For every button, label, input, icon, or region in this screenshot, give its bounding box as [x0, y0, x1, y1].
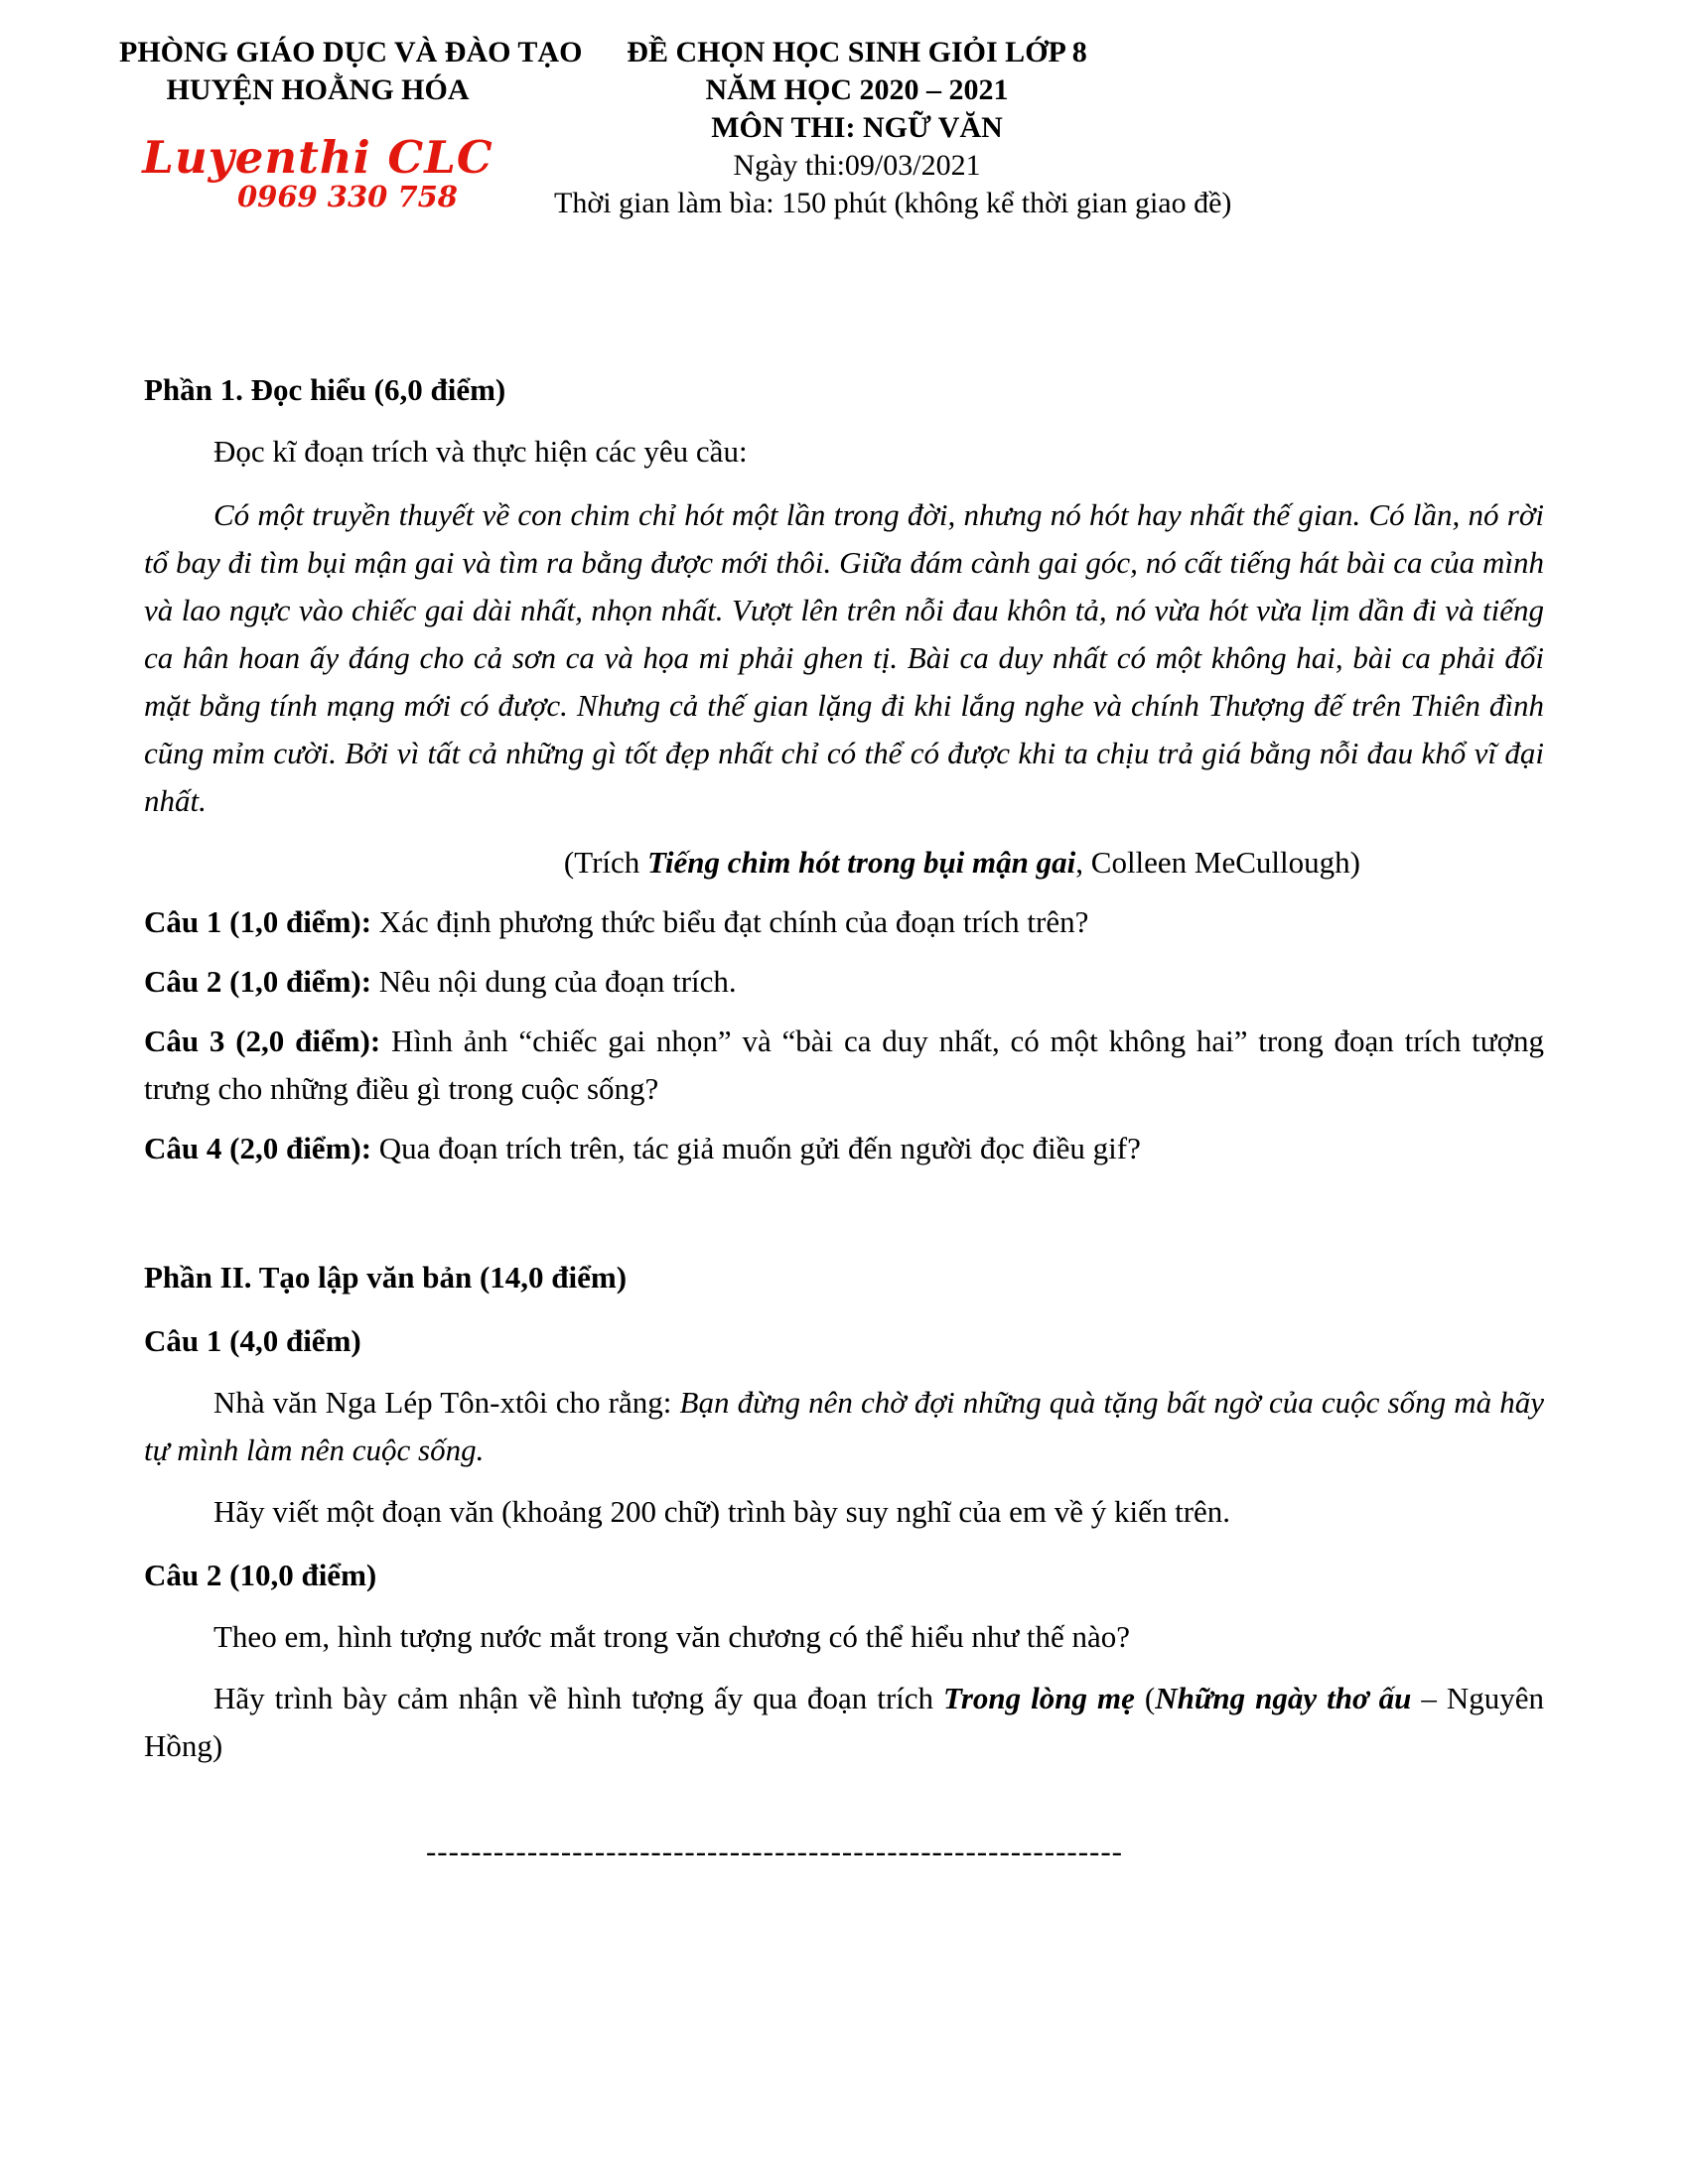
part2-q2-line2 [144, 1675, 1544, 1770]
attribution-prefix: (Trích [563, 845, 648, 880]
question-3-label: Câu 3 (2,0 điểm): [144, 1024, 381, 1058]
exam-duration: Thời gian làm bìa: 150 phút (không kể thời gian giao đề) [554, 187, 1232, 219]
part1-questions [144, 898, 1544, 1172]
part2-heading: Phần II. Tạo lập văn bản (14,0 điểm) [144, 1260, 628, 1295]
district-name: HUYỆN HOẰNG HÓA [166, 73, 470, 106]
document-header [0, 0, 1688, 222]
end-separator-line: -------------------------------------------------------------- [425, 1834, 1124, 1868]
logo-phone-number: 0969 330 758 [237, 180, 458, 213]
question-2-text: Nêu nội dung của đoạn trích. [371, 964, 737, 999]
exam-title-block [554, 34, 1232, 222]
question-4-label: Câu 4 (2,0 điểm): [144, 1131, 372, 1165]
part2-q2-heading: Câu 2 (10,0 điểm) [144, 1558, 377, 1592]
part2-q1-task: Hãy viết một đoạn văn (khoảng 200 chữ) trình bày suy nghĩ của em về ý kiến trên. [213, 1494, 1231, 1529]
q1-quote: Bạn đừng nên chờ đợi những quà tặng bất ngờ của cuộc sống mà hãy tự mình làm nên cuộc sống. [144, 1385, 1544, 1467]
question-3 [144, 1018, 1544, 1113]
question-1-label: Câu 1 (1,0 điểm): [144, 904, 372, 939]
issuing-authority-block [119, 34, 583, 222]
reading-instruction: Đọc kĩ đoạn trích và thực hiện các yêu cầu: [213, 434, 748, 469]
part2-q2-line1: Theo em, hình tượng nước mắt trong văn chương có thể hiểu như thế nào? [213, 1619, 1131, 1654]
exam-title: ĐỀ CHỌN HỌC SINH GIỎI LỚP 8 [627, 36, 1087, 68]
part2-q1-intro [144, 1379, 1544, 1474]
question-3-text: Hình ảnh “chiếc gai nhọn” và “bài ca duy nhất, có một không hai” trong đoạn trích tượng trưng cho những điều gì trong cuộc sống? [144, 1024, 1544, 1106]
question-1 [144, 898, 1544, 946]
exam-date: Ngày thi:09/03/2021 [733, 149, 981, 182]
q2-excerpt-title: Trong lòng mẹ [943, 1681, 1135, 1715]
attribution-work-title: Tiếng chim hót trong bụi mận gai [647, 845, 1076, 880]
q1-intro-text: Nhà văn Nga Lép Tôn-xtôi cho rằng: [213, 1385, 680, 1420]
q2-task-text: Hãy trình bày cảm nhận về hình tượng ấy qua đoạn trích [213, 1681, 944, 1715]
exam-body [0, 366, 1688, 1875]
part1-heading: Phần 1. Đọc hiểu (6,0 điểm) [144, 372, 506, 407]
logo-text: Luyenthi CLC [142, 131, 493, 184]
school-year: NĂM HỌC 2020 – 2021 [705, 73, 1009, 106]
coaching-center-logo [119, 131, 516, 213]
q2-author: – Nguyên Hồng) [144, 1681, 1544, 1763]
q2-paren-open: ( [1134, 1681, 1156, 1715]
exam-subject: MÔN THI: NGỮ VĂN [711, 111, 1003, 144]
question-2-label: Câu 2 (1,0 điểm): [144, 964, 372, 999]
reading-passage: Có một truyền thuyết về con chim chỉ hót một lần trong đời, nhưng nó hót hay nhất thế gian. Có lần, nó rời tổ bay đi tìm bụi mận gai và tìm ra bằng được mới thôi. Giữa đám cành gai góc, nó cất tiếng hát bài ca của mình và lao ngực vào chiếc gai dài nhất, nhọn nhất. Vượt lên trên nỗi đau khôn tả, nó vừa hót vừa lịm dần đi và tiếng ca hân hoan ấy đáng cho cả sơn ca và họa mi phải ghen tị. Bài ca duy nhất có một không hai, bài ca phải đổi mặt bằng tính mạng mới có được. Nhưng cả thế gian lặng đi khi lắng nghe và chính Thượng đế trên Thiên đình cũng mỉm cười. Bởi vì tất cả những gì tốt đẹp nhất chỉ có thể có được khi ta chịu trả giá bằng nỗi đau khổ vĩ đại nhất. [144, 497, 1544, 818]
part2-q1-heading: Câu 1 (4,0 điểm) [144, 1323, 361, 1358]
question-2 [144, 958, 1544, 1006]
question-4-text: Qua đoạn trích trên, tác giả muốn gửi đến người đọc điều gif? [371, 1131, 1141, 1165]
department-name: PHÒNG GIÁO DỤC VÀ ĐÀO TẠO [119, 36, 583, 68]
question-4 [144, 1125, 1544, 1172]
passage-attribution [144, 839, 1360, 887]
q2-book-title: Những ngày thơ ấu [1155, 1681, 1412, 1715]
question-1-text: Xác định phương thức biểu đạt chính của đoạn trích trên? [371, 904, 1089, 939]
attribution-author: , Colleen MeCullough) [1075, 845, 1360, 880]
